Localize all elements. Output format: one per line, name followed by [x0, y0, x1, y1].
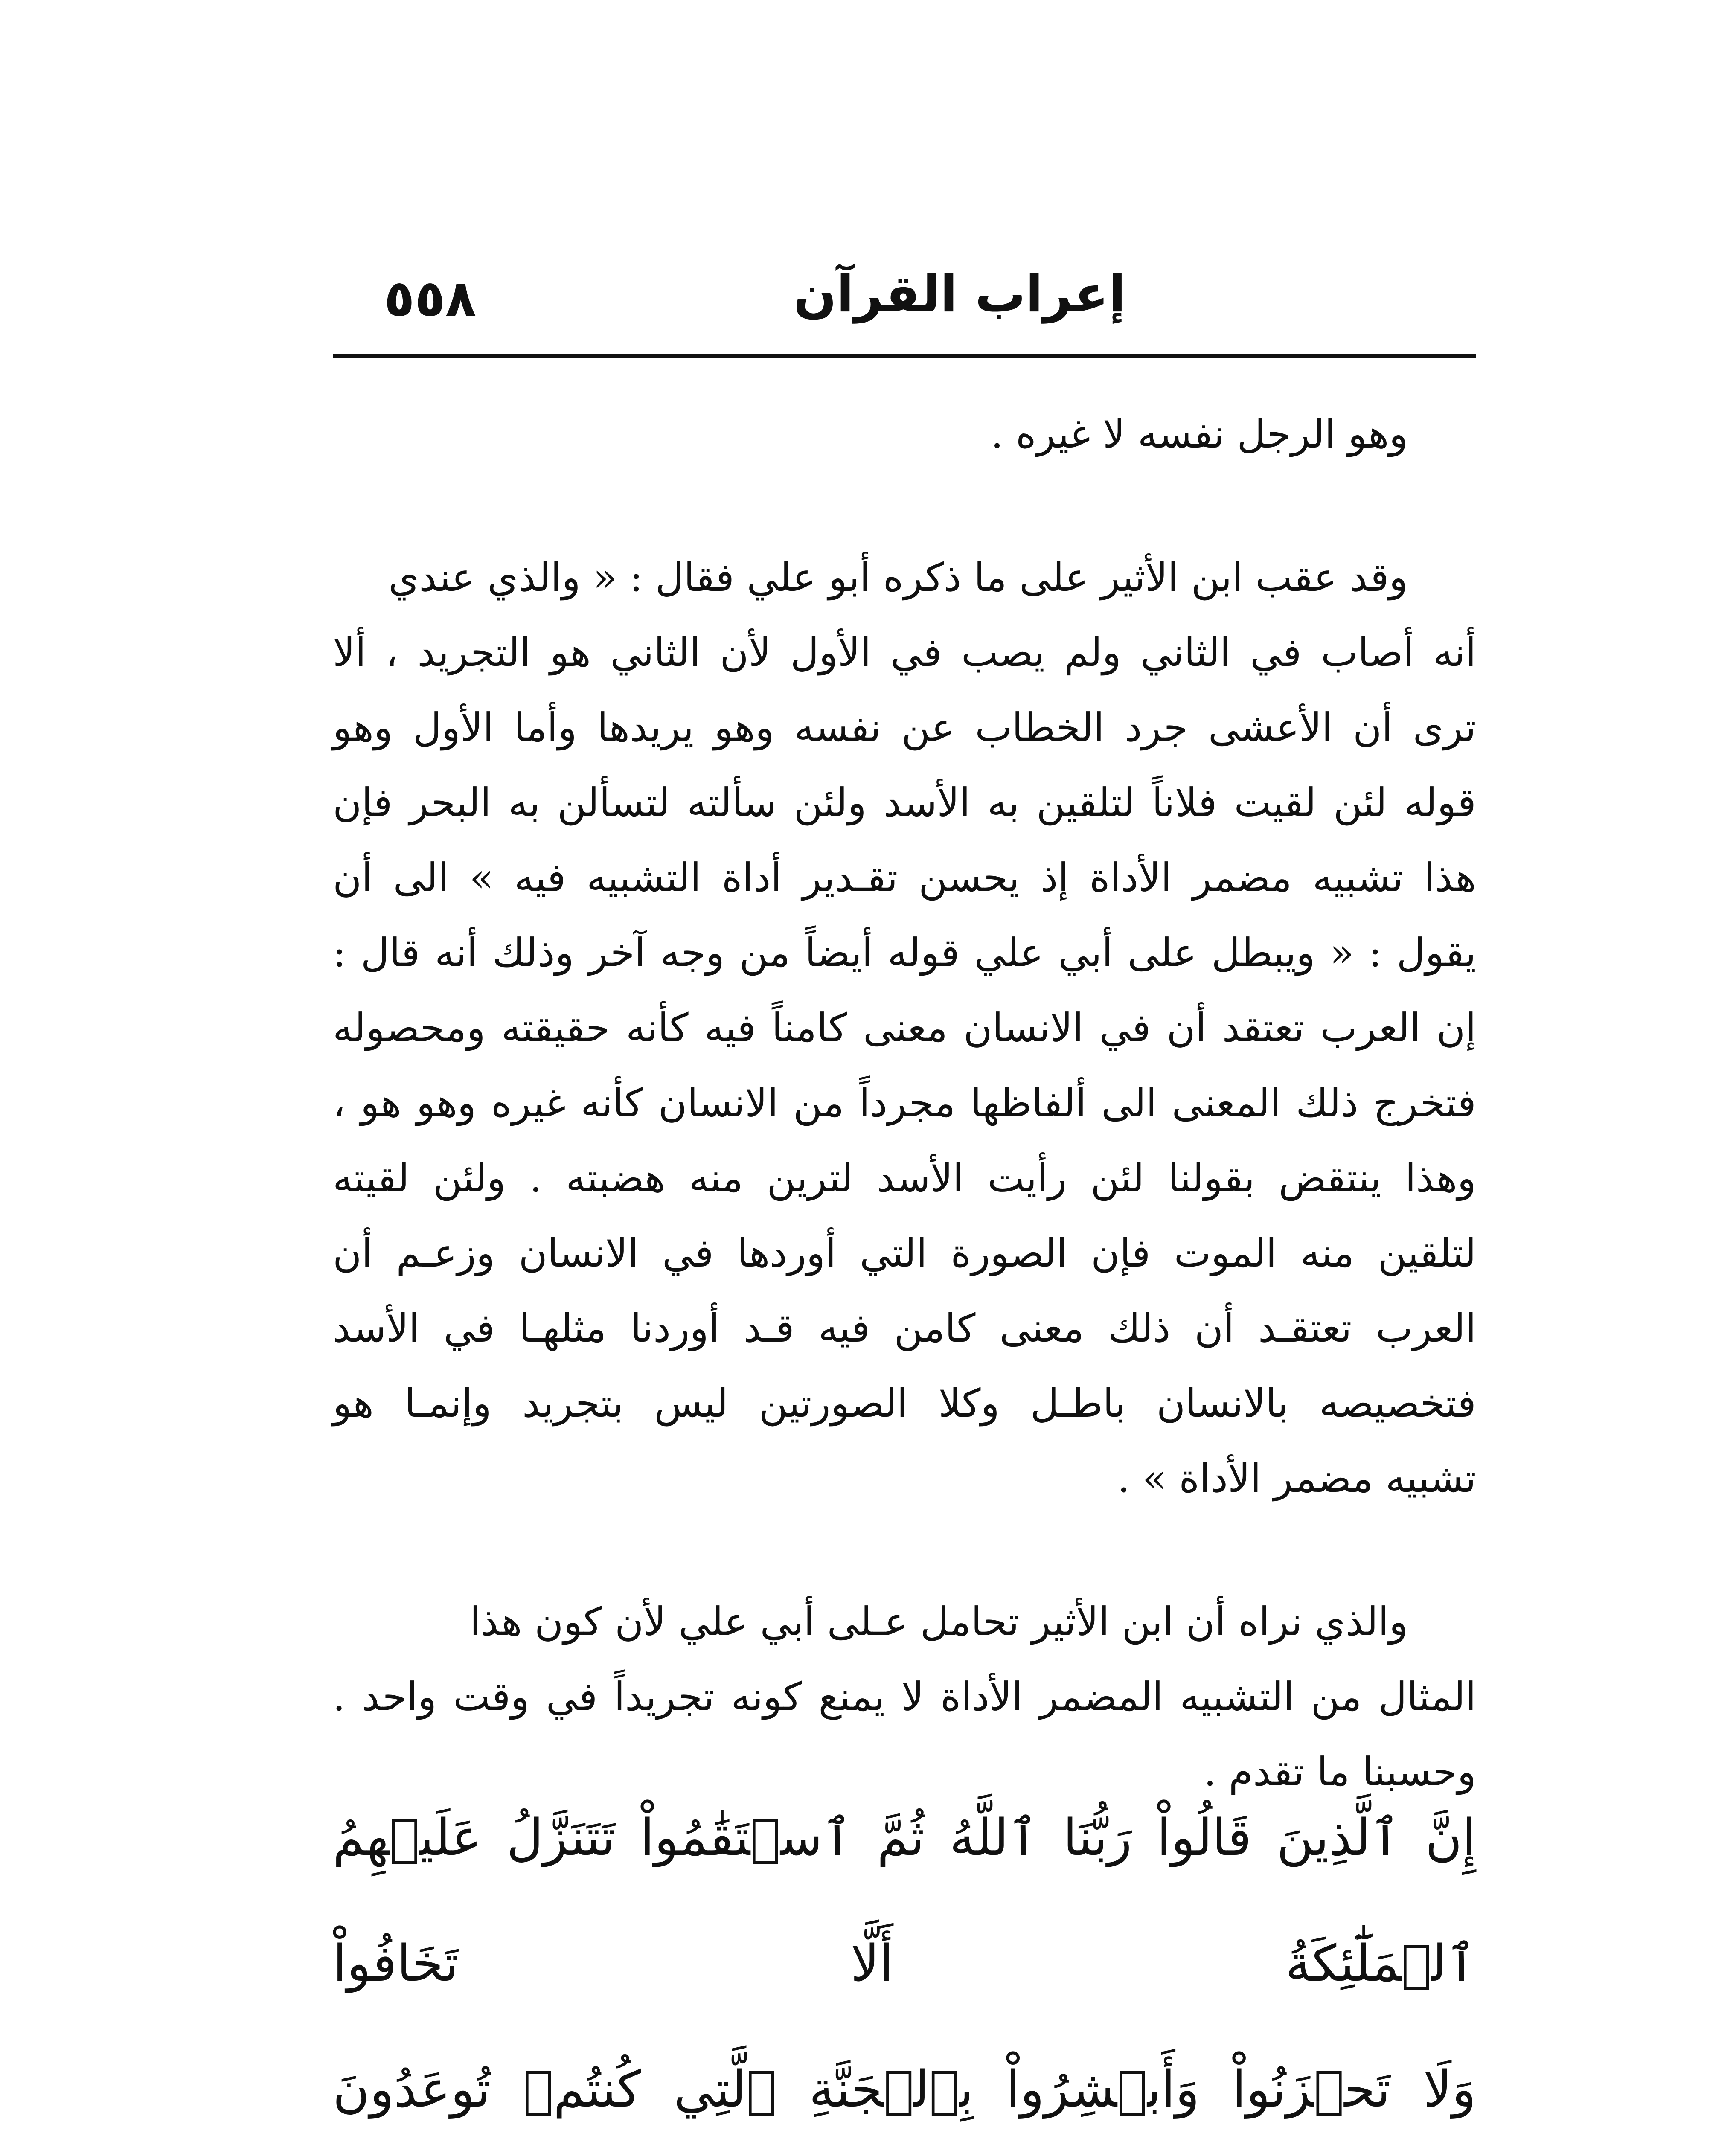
text-line: والذي نراه أن ابن الأثير تحامل عـلى أبي علي لأن كون هذا: [470, 1599, 1408, 1645]
paragraph-1: [333, 397, 1476, 472]
text-line: وهو الرجل نفسه لا غيره .: [991, 411, 1408, 457]
header-rule: [333, 354, 1476, 358]
text-line: ترى أن الأعشى جرد الخطاب عن نفسه وهو يريدها وأما الأول وهو: [333, 705, 1476, 750]
text-line: أنه أصاب في الثاني ولم يصب في الأول لأن الثاني هو التجريد ، ألا: [333, 630, 1476, 675]
text-line: وهذا ينتقض بقولنا لئن رأيت الأسد لترين منه هضبته . ولئن لقيته: [333, 1155, 1476, 1201]
quran-segment: وَلَا تَحۡزَنُواْ وَأَبۡشِرُواْ بِٱلۡجَنَّةِ ٱلَّتِي كُنتُمۡ تُوعَدُونَ: [333, 2060, 1476, 2118]
page-number: ٥٥٨: [384, 269, 477, 328]
quran-verse: [333, 1775, 1476, 2133]
text-line: وحسبنا ما تقدم .: [1204, 1749, 1476, 1795]
text-line: المثال من التشبيه المضمر الأداة لا يمنع كونه تجريداً في وقت واحد .: [333, 1674, 1476, 1720]
page-header: [333, 252, 1476, 337]
text-line: وقد عقب ابن الأثير على ما ذكره أبو علي فقال : « والذي عندي: [388, 555, 1408, 600]
text-line: تشبيه مضمر الأداة » .: [1117, 1456, 1476, 1501]
paragraph-2: [333, 540, 1476, 1516]
quran-line-2: [333, 2026, 1476, 2133]
text-line: فتخصيصه بالانسان باطـل وكلا الصورتين ليس بتجريد وإنمـا هو: [333, 1380, 1476, 1426]
quran-line: إِنَّ ٱلَّذِينَ قَالُواْ رَبُّنَا ٱللَّهُ ثُمَّ ٱسۡتَقَٰمُواْ تَتَنَزَّلُ عَلَيۡهِمُ ٱلۡمَلَٰٓئِكَةُ أَلَّا تَخَافُواْ: [333, 1808, 1476, 1993]
text-line: هذا تشبيه مضمر الأداة إذ يحسن تقـدير أداة التشبيه فيه » الى أن: [333, 855, 1476, 901]
text-line: العرب تعتقـد أن ذلك معنى كامن فيه قـد أوردنا مثلهـا في الأسد: [333, 1305, 1476, 1351]
text-line: يقول : « ويبطل على أبي علي قوله أيضاً من وجه آخر وذلك أنه قال :: [333, 930, 1476, 976]
body-text: [333, 397, 1476, 1810]
running-title: إعراب القرآن: [794, 264, 1126, 323]
text-line: لتلقين منه الموت فإن الصورة التي أوردها في الانسان وزعـم أن: [333, 1230, 1476, 1276]
text-line: قوله لئن لقيت فلاناً لتلقين به الأسد ولئن سألته لتسألن به البحر فإن: [333, 780, 1476, 825]
text-line: فتخرج ذلك المعنى الى ألفاظها مجرداً من الانسان كأنه غيره وهو هو ،: [333, 1080, 1476, 1126]
text-line: إن العرب تعتقد أن في الانسان معنى كامناً فيه كأنه حقيقته ومحصوله: [333, 1005, 1476, 1051]
